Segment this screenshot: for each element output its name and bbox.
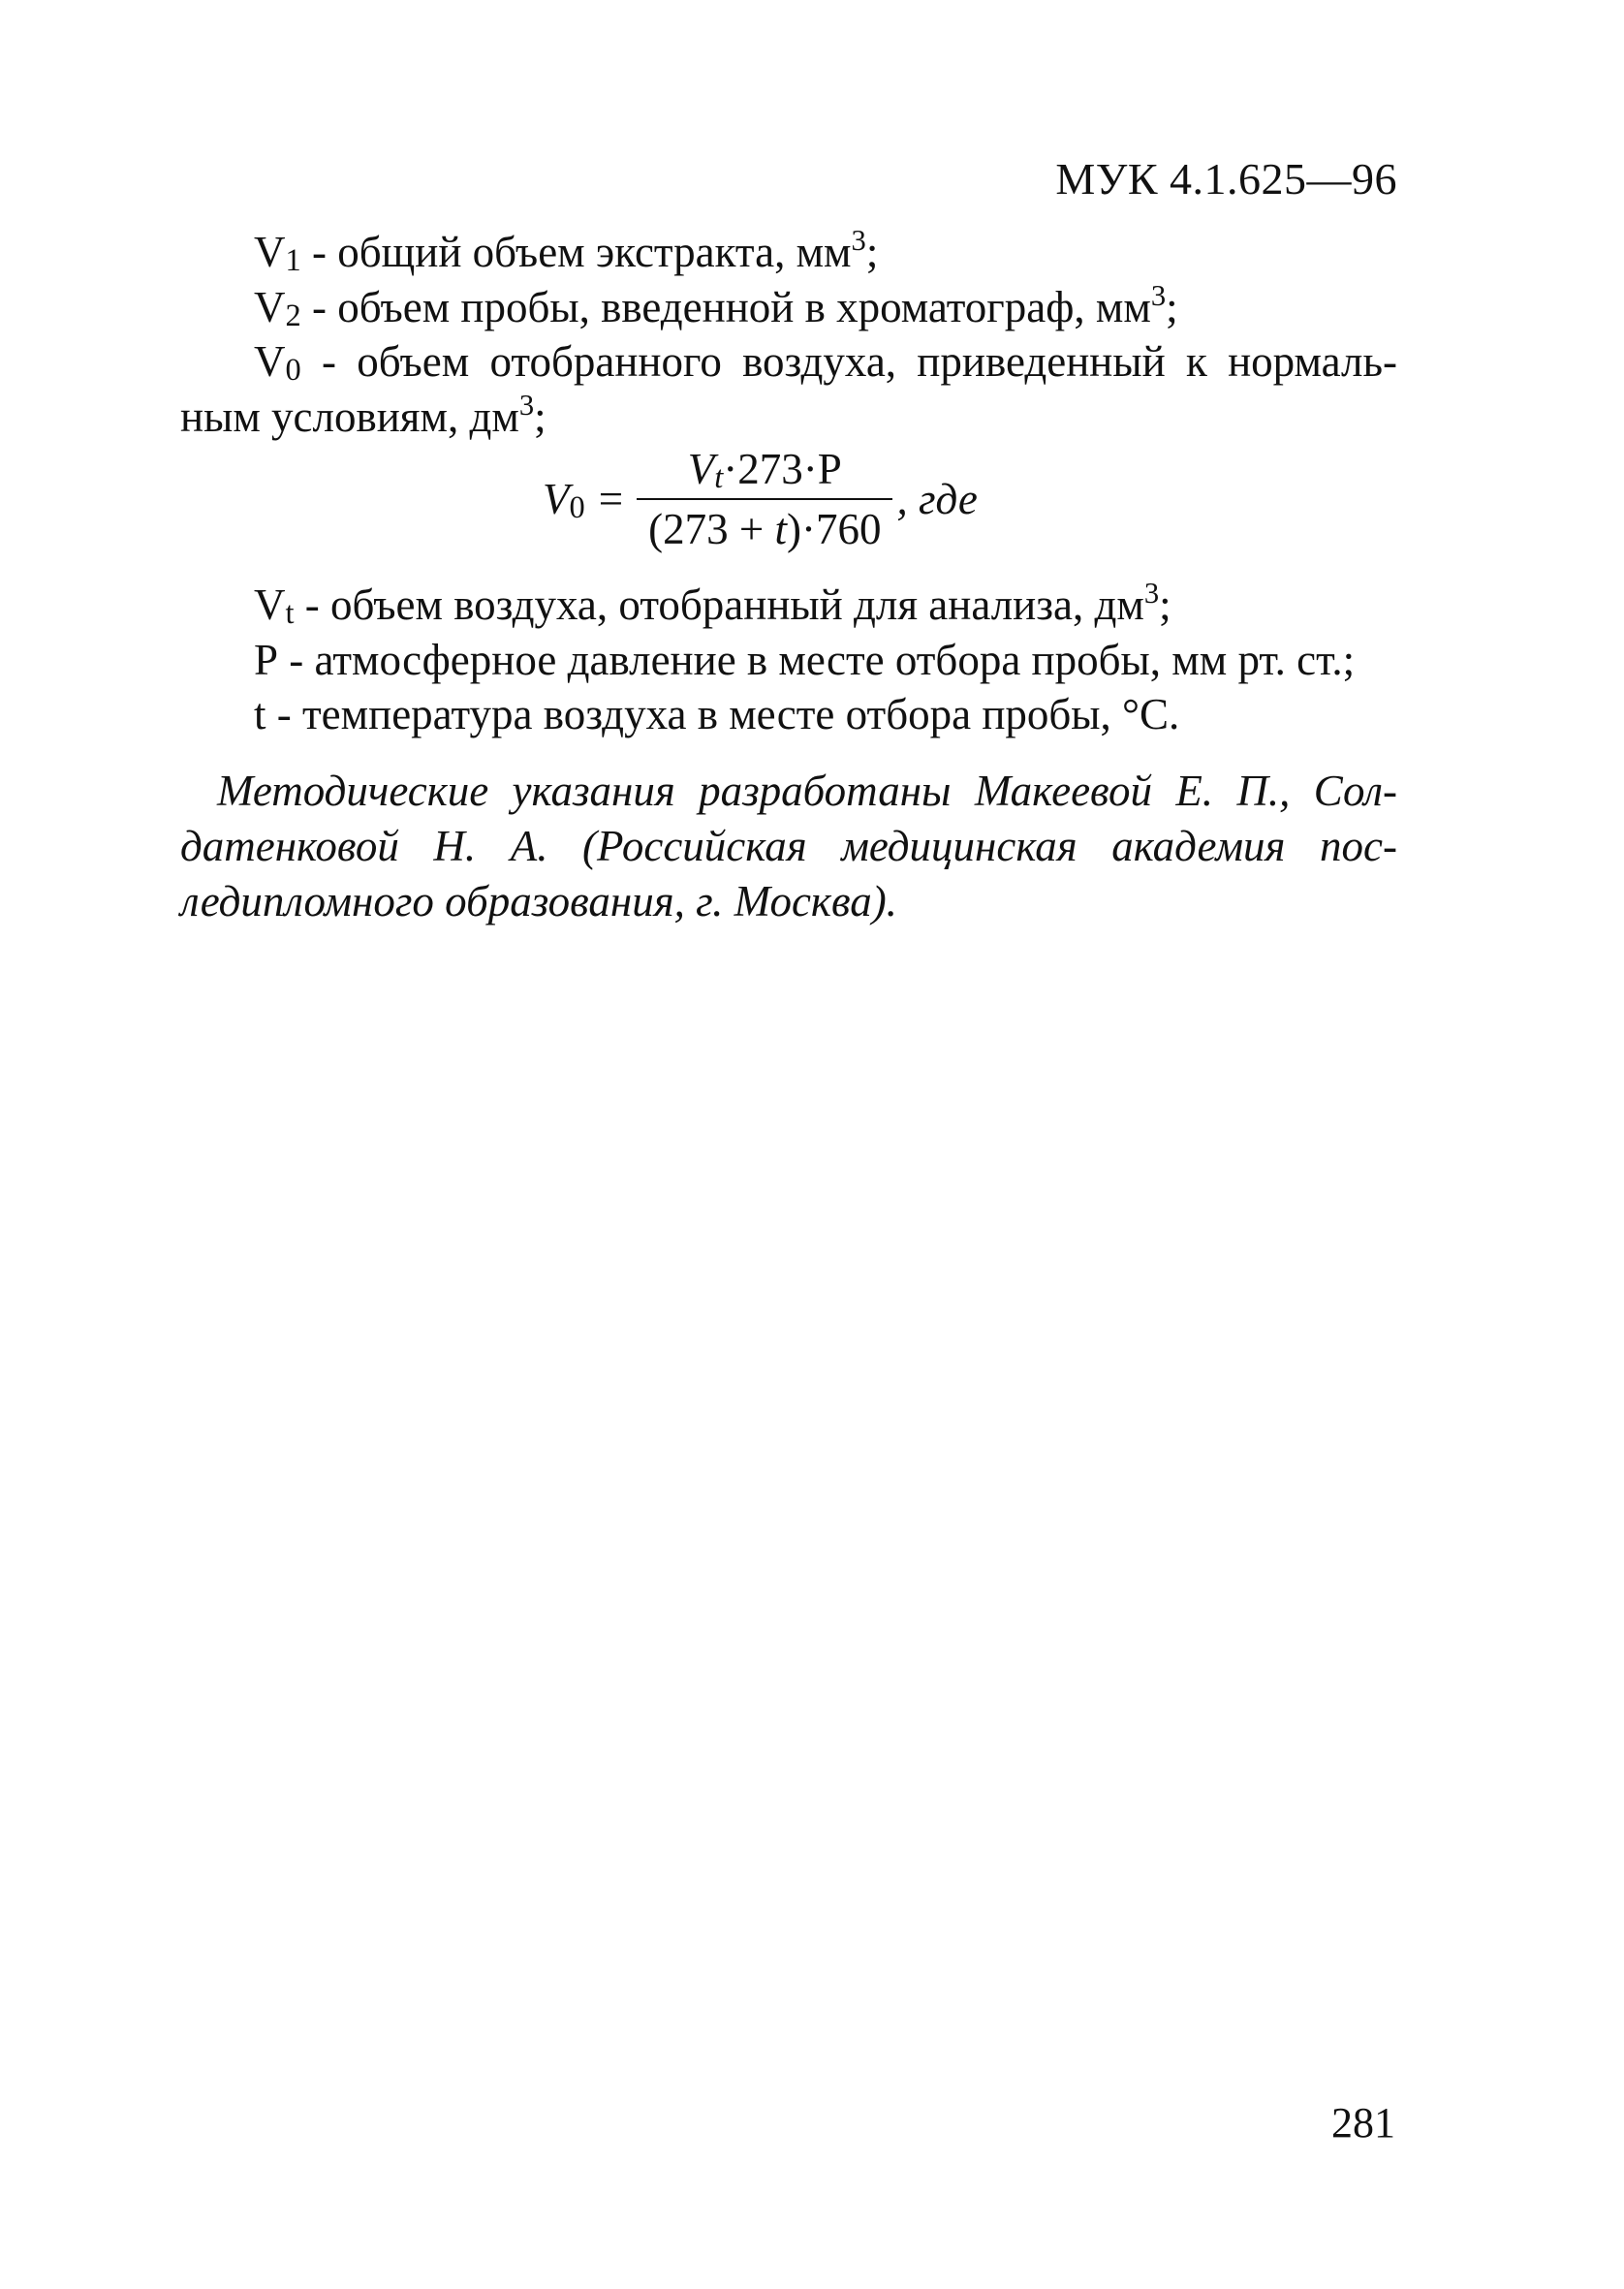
numerator-rest: ·273·P: [723, 445, 842, 493]
definition-v1: [180, 225, 1397, 280]
formula-denominator: [637, 500, 892, 554]
denominator-part-a: (273 +: [648, 505, 775, 553]
formula-tail: , где: [896, 475, 978, 523]
numerator-subscript: t: [714, 459, 724, 495]
definition-v2: [180, 280, 1397, 335]
denominator-part-b: )·760: [786, 505, 882, 553]
denominator-variable: t: [774, 505, 787, 553]
definitions-bottom: [180, 578, 1397, 742]
symbol: t: [254, 690, 266, 739]
formula-lhs-subscript: 0: [569, 489, 585, 525]
formula-numerator: [676, 444, 854, 498]
authors-note-line-1: Методические указания разработаны Макеевой Е. П., Сол-: [217, 767, 1397, 815]
definition-text: - температура воздуха в месте отбора пробы, °С.: [265, 690, 1180, 739]
definition-text: - объем воздуха, отобранный для анализа, дм: [294, 580, 1144, 629]
definition-v0-continued: [180, 390, 1397, 445]
definition-end: ;: [1166, 282, 1178, 331]
authors-note-line-3: ледипломного образования, г. Москва).: [180, 877, 897, 926]
formula-lhs: [543, 474, 585, 524]
formula-equals: =: [598, 475, 624, 523]
formula-lhs-symbol: V: [543, 475, 570, 523]
definition-text: - объем пробы, введенной в хроматограф, мм: [300, 282, 1151, 331]
unit-power: 3: [1143, 577, 1160, 611]
numerator-variable: V: [687, 445, 715, 493]
definition-end: ;: [865, 228, 879, 276]
formula-v0: [543, 446, 978, 552]
formula-fraction: [637, 444, 892, 554]
symbol: V: [254, 282, 286, 331]
document-code: МУК 4.1.625—96: [1055, 154, 1397, 204]
unit-power: 3: [1150, 278, 1167, 312]
definitions-top: [180, 225, 1397, 445]
symbol: P: [254, 635, 279, 684]
definition-p: [180, 633, 1397, 688]
symbol: V: [254, 580, 286, 629]
symbol: V: [254, 337, 286, 387]
symbol-subscript: t: [285, 595, 295, 631]
authors-note-line-2: датенковой Н. А. (Российская медицинская академия пос-: [180, 822, 1397, 871]
definition-v0: [180, 334, 1397, 390]
definition-text: - объем отобранного воздуха, приведенный к нормаль-: [300, 337, 1397, 387]
unit-power: 3: [851, 224, 866, 258]
symbol-subscript: 0: [285, 353, 301, 389]
symbol: V: [254, 228, 286, 276]
definition-vt: [180, 578, 1397, 633]
definition-t: [180, 687, 1397, 742]
definition-text: - общий объем экстракта, мм: [300, 228, 852, 276]
symbol-subscript: 1: [285, 242, 301, 278]
definition-text: ным условиям, дм: [180, 392, 519, 442]
authors-note: [180, 764, 1397, 929]
unit-power: 3: [518, 389, 535, 423]
symbol-subscript: 2: [285, 298, 301, 333]
page-number: 281: [1331, 2099, 1395, 2147]
definition-end: ;: [534, 392, 547, 442]
definition-text: - атмосферное давление в месте отбора пробы, мм рт. ст.;: [278, 635, 1356, 684]
definition-end: ;: [1159, 580, 1171, 629]
